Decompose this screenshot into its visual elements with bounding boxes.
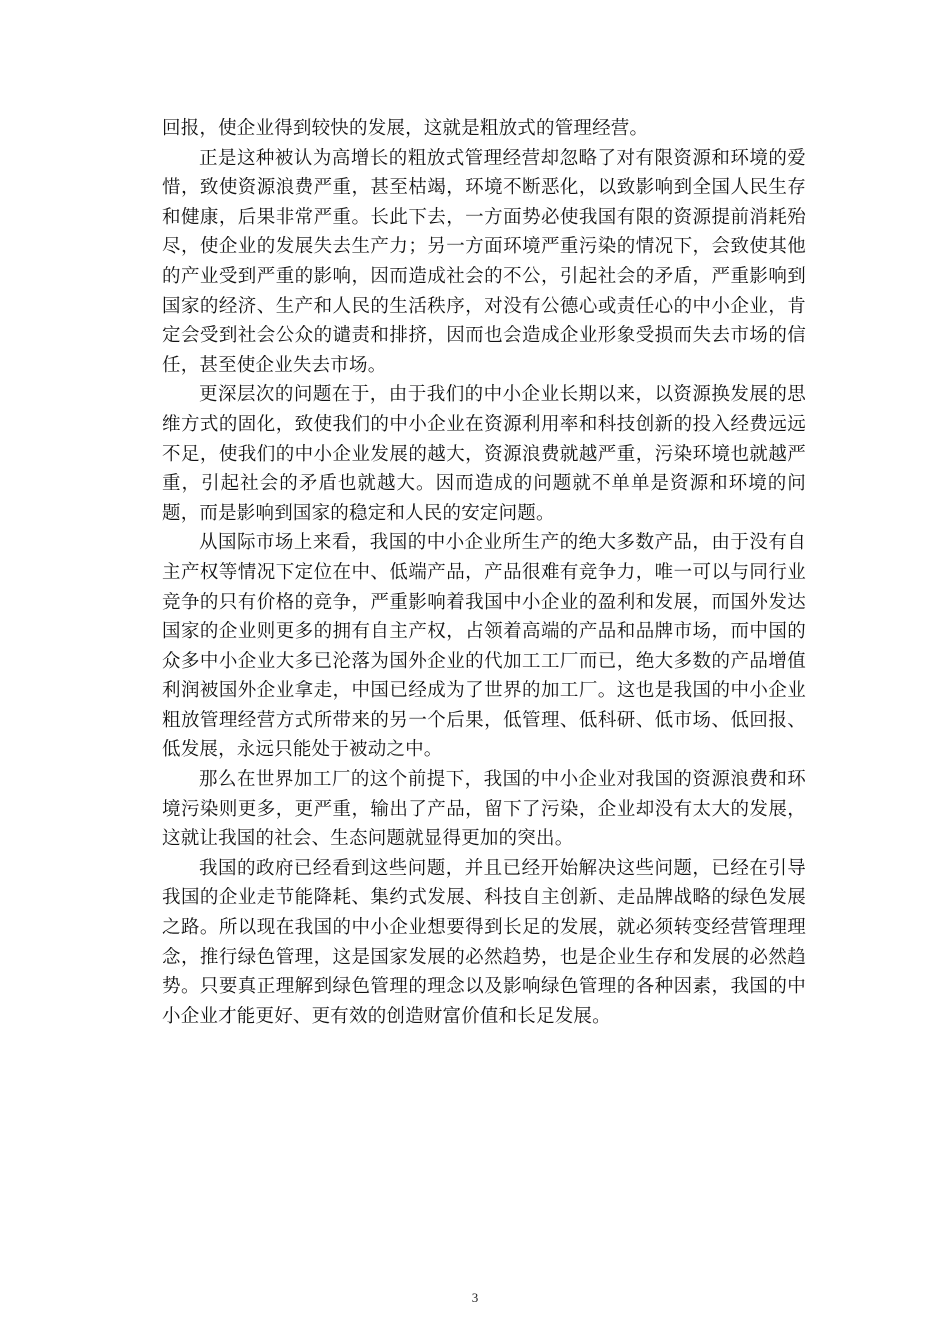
paragraph-international-market: 从国际市场上来看，我国的中小企业所生产的绝大多数产品，由于没有自主产权等情况下定位在中、低端产品，产品很难有竞争力，唯一可以与同行业竞争的只有价格的竞争，严重影响着我国中小企业的盈利和发展，而国外发达国家的企业则更多的拥有自主产权，占领着高端的产品和品牌市场，而中国的众多中小企业大多已沦落为国外企业的代加工工厂而已，绝大多数的产品增值利润被国外企业拿走，中国已经成为了世界的加工厂。这也是我国的中小企业粗放管理经营方式所带来的另一个后果，低管理、低科研、低市场、低回报、低发展，永远只能处于被动之中。 [162,532,806,761]
body-text [162,114,806,1031]
paragraph-green-management: 我国的政府已经看到这些问题，并且已经开始解决这些问题，已经在引导我国的企业走节能降耗、集约式发展、科技自主创新、走品牌战略的绿色发展之路。所以现在我国的中小企业想要得到长足的发展，就必须转变经营管理理念，推行绿色管理，这是国家发展的必然趋势，也是企业生存和发展的必然趋势。只要真正理解到绿色管理的理念以及影响绿色管理的各种因素，我国的中小企业才能更好、更有效的创造财富价值和长足发展。 [162,857,806,1027]
paragraph-deeper-problem: 更深层次的问题在于，由于我们的中小企业长期以来，以资源换发展的思维方式的固化，致使我们的中小企业在资源利用率和科技创新的投入经费远远不足，使我们的中小企业发展的越大，资源浪费就越严重，污染环境也就越严重，引起社会的矛盾也就越大。因而造成的问题就不单单是资源和环境的问题，而是影响到国家的稳定和人民的安定问题。 [162,384,806,524]
paragraph-world-factory: 那么在世界加工厂的这个前提下，我国的中小企业对我国的资源浪费和环境污染则更多，更严重，输出了产品，留下了污染，企业却没有太大的发展，这就让我国的社会、生态问题就显得更加的突出。 [162,769,806,850]
paragraph-continuation: 回报，使企业得到较快的发展，这就是粗放式的管理经营。 [162,118,649,139]
page-number: 3 [471,1290,479,1305]
paragraph-extensive-management-consequences: 正是这种被认为高增长的粗放式管理经营却忽略了对有限资源和环境的爱惜，致使资源浪费严重，甚至枯竭，环境不断恶化，以致影响到全国人民生存和健康，后果非常严重。长此下去，一方面势必使我国有限的资源提前消耗殆尽，使企业的发展失去生产力；另一方面环境严重污染的情况下，会致使其他的产业受到严重的影响，因而造成社会的不公，引起社会的矛盾，严重影响到国家的经济、生产和人民的生活秩序，对没有公德心或责任心的中小企业，肯定会受到社会公众的谴责和排挤，因而也会造成企业形象受损而失去市场的信任，甚至使企业失去市场。 [162,147,806,376]
